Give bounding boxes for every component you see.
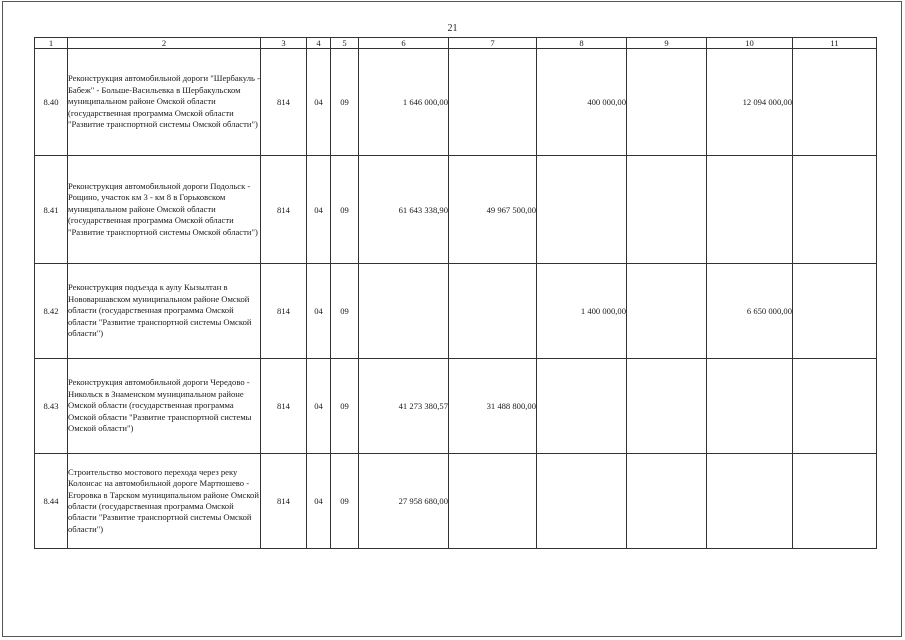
subsection-code: 09 xyxy=(331,359,359,454)
column-header-10: 10 xyxy=(707,38,793,49)
department-code: 814 xyxy=(261,49,307,156)
amount-col-8: 400 000,00 xyxy=(537,49,627,156)
amount-col-8 xyxy=(537,156,627,264)
amount-col-6: 1 646 000,00 xyxy=(359,49,449,156)
amount-col-7 xyxy=(449,264,537,359)
amount-col-7: 31 488 800,00 xyxy=(449,359,537,454)
column-header-8: 8 xyxy=(537,38,627,49)
project-name: Реконструкция автомобильной дороги "Шербакуль - Бабеж" - Больше-Васильевка в Шербакульском муниципальном районе Омской области (государственная программа Омской области "Развитие транспортной системы Омской области") xyxy=(68,49,261,156)
amount-col-8: 1 400 000,00 xyxy=(537,264,627,359)
section-code: 04 xyxy=(307,49,331,156)
project-name: Реконструкция автомобильной дороги Подольск - Рощино, участок км 3 - км 8 в Горьковском муниципальном районе Омской области (государственная программа Омской области "Развитие транспортной системы Омской области") xyxy=(68,156,261,264)
amount-col-6: 27 958 680,00 xyxy=(359,454,449,549)
amount-col-11 xyxy=(793,49,877,156)
amount-col-7: 49 967 500,00 xyxy=(449,156,537,264)
department-code: 814 xyxy=(261,359,307,454)
amount-col-9 xyxy=(627,264,707,359)
subsection-code: 09 xyxy=(331,49,359,156)
section-code: 04 xyxy=(307,156,331,264)
row-number: 8.41 xyxy=(35,156,68,264)
budget-table xyxy=(34,37,877,549)
section-code: 04 xyxy=(307,359,331,454)
amount-col-10 xyxy=(707,359,793,454)
project-name: Реконструкция подъезда к аулу Кызылтан в Нововаршавском муниципальном районе Омской области (государственная программа Омской области "Развитие транспортной системы Омской области") xyxy=(68,264,261,359)
amount-col-10: 6 650 000,00 xyxy=(707,264,793,359)
column-header-1: 1 xyxy=(35,38,68,49)
department-code: 814 xyxy=(261,454,307,549)
project-name: Строительство мостового перехода через реку Колонсас на автомобильной дороге Мартюшево - Егоровка в Тарском муниципальном районе Омской области (государственная программа Омской области "Развитие транспортной системы Омской области") xyxy=(68,454,261,549)
page-number: 21 xyxy=(447,23,458,34)
row-number: 8.42 xyxy=(35,264,68,359)
table-row xyxy=(35,359,877,454)
column-header-6: 6 xyxy=(359,38,449,49)
column-header-4: 4 xyxy=(307,38,331,49)
amount-col-11 xyxy=(793,156,877,264)
amount-col-6: 41 273 380,57 xyxy=(359,359,449,454)
amount-col-6: 61 643 338,90 xyxy=(359,156,449,264)
amount-col-11 xyxy=(793,454,877,549)
amount-col-11 xyxy=(793,264,877,359)
amount-col-9 xyxy=(627,49,707,156)
table-row xyxy=(35,264,877,359)
row-number: 8.44 xyxy=(35,454,68,549)
row-number: 8.43 xyxy=(35,359,68,454)
department-code: 814 xyxy=(261,156,307,264)
amount-col-8 xyxy=(537,359,627,454)
amount-col-7 xyxy=(449,49,537,156)
amount-col-11 xyxy=(793,359,877,454)
subsection-code: 09 xyxy=(331,156,359,264)
row-number: 8.40 xyxy=(35,49,68,156)
amount-col-9 xyxy=(627,454,707,549)
column-header-9: 9 xyxy=(627,38,707,49)
table-row xyxy=(35,454,877,549)
header-row xyxy=(35,38,877,49)
section-code: 04 xyxy=(307,454,331,549)
amount-col-8 xyxy=(537,454,627,549)
column-header-3: 3 xyxy=(261,38,307,49)
amount-col-6 xyxy=(359,264,449,359)
department-code: 814 xyxy=(261,264,307,359)
amount-col-10 xyxy=(707,454,793,549)
amount-col-9 xyxy=(627,156,707,264)
table-row xyxy=(35,49,877,156)
amount-col-7 xyxy=(449,454,537,549)
column-header-5: 5 xyxy=(331,38,359,49)
column-header-2: 2 xyxy=(68,38,261,49)
column-header-11: 11 xyxy=(793,38,877,49)
subsection-code: 09 xyxy=(331,264,359,359)
table-row xyxy=(35,156,877,264)
project-name: Реконструкция автомобильной дороги Чередово - Никольск в Знаменском муниципальном районе Омской области (государственная программа Омской области "Развитие транспортной системы Омской области") xyxy=(68,359,261,454)
section-code: 04 xyxy=(307,264,331,359)
amount-col-9 xyxy=(627,359,707,454)
subsection-code: 09 xyxy=(331,454,359,549)
amount-col-10 xyxy=(707,156,793,264)
amount-col-10: 12 094 000,00 xyxy=(707,49,793,156)
column-header-7: 7 xyxy=(449,38,537,49)
